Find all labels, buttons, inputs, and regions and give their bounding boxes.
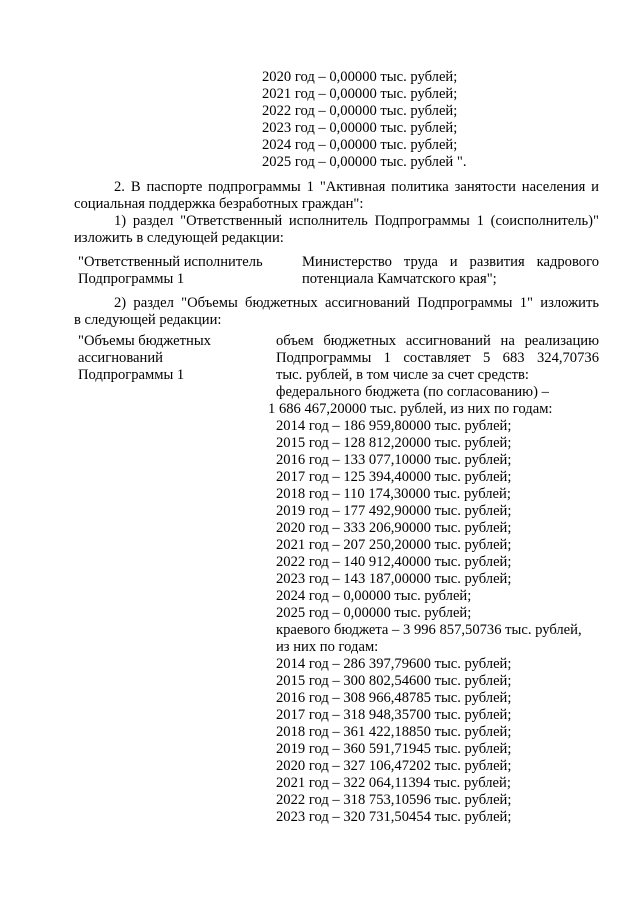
table1-left-line-1: "Ответственный исполнитель xyxy=(78,254,263,270)
subitem-2-line-1: 2) раздел "Объемы бюджетных ассигнований Подпрограммы 1" изложить xyxy=(114,295,599,311)
table2-federal-line-1: федерального бюджета (по согласованию) – xyxy=(276,384,549,400)
list-item: 2021 год – 207 250,20000 тыс. рублей; xyxy=(276,537,512,553)
list-item: 2017 год – 318 948,35700 тыс. рублей; xyxy=(276,707,512,723)
list-item: 2020 год – 333 206,90000 тыс. рублей; xyxy=(276,520,512,536)
list-item: 2020 год – 327 106,47202 тыс. рублей; xyxy=(276,758,512,774)
list-item: 2018 год – 361 422,18850 тыс. рублей; xyxy=(276,724,512,740)
list-item: 2022 год – 0,00000 тыс. рублей; xyxy=(262,103,458,119)
table2-intro-line-1: объем бюджетных ассигнований на реализацию xyxy=(276,333,599,349)
list-item: 2015 год – 128 812,20000 тыс. рублей; xyxy=(276,435,512,451)
list-item: 2022 год – 140 912,40000 тыс. рублей; xyxy=(276,554,512,570)
table1-left-line-2: Подпрограммы 1 xyxy=(78,271,185,287)
list-item: 2023 год – 320 731,50454 тыс. рублей; xyxy=(276,809,512,825)
table2-intro-line-3: тыс. рублей, в том числе за счет средств: xyxy=(276,367,529,383)
list-item: 2016 год – 133 077,10000 тыс. рублей; xyxy=(276,452,512,468)
list-item: 2023 год – 143 187,00000 тыс. рублей; xyxy=(276,571,512,587)
table2-federal-line-2: 1 686 467,20000 тыс. рублей, из них по годам: xyxy=(268,401,553,417)
list-item: 2014 год – 186 959,80000 тыс. рублей; xyxy=(276,418,512,434)
list-item: 2019 год – 360 591,71945 тыс. рублей; xyxy=(276,741,512,757)
list-item: 2021 год – 322 064,11394 тыс. рублей; xyxy=(276,775,511,791)
subitem-1-line-2: изложить в следующей редакции: xyxy=(74,230,284,246)
list-item: 2018 год – 110 174,30000 тыс. рублей; xyxy=(276,486,511,502)
table1-right-line-1: Министерство труда и развития кадрового xyxy=(302,254,599,270)
list-item: 2023 год – 0,00000 тыс. рублей; xyxy=(262,120,458,136)
table2-left-line-3: Подпрограммы 1 xyxy=(78,367,185,383)
table2-left-line-2: ассигнований xyxy=(78,350,163,366)
list-item: 2016 год – 308 966,48785 тыс. рублей; xyxy=(276,690,512,706)
table2-regional-line-1: краевого бюджета – 3 996 857,50736 тыс. рублей, xyxy=(276,622,582,638)
table2-intro-line-2: Подпрограммы 1 составляет 5 683 324,70736 xyxy=(276,350,599,366)
list-item: 2025 год – 0,00000 тыс. рублей ". xyxy=(262,154,467,170)
list-item: 2014 год – 286 397,79600 тыс. рублей; xyxy=(276,656,512,672)
subitem-2-line-2: в следующей редакции: xyxy=(74,312,222,328)
list-item: 2024 год – 0,00000 тыс. рублей; xyxy=(276,588,472,604)
table2-left-line-1: "Объемы бюджетных xyxy=(78,333,211,349)
list-item: 2024 год – 0,00000 тыс. рублей; xyxy=(262,137,458,153)
subitem-1-line-1: 1) раздел "Ответственный исполнитель Подпрограммы 1 (соисполнитель)" xyxy=(114,213,599,229)
paragraph-2-line-2: социальная поддержка безработных граждан": xyxy=(74,196,364,212)
list-item: 2020 год – 0,00000 тыс. рублей; xyxy=(262,69,458,85)
list-item: 2015 год – 300 802,54600 тыс. рублей; xyxy=(276,673,512,689)
list-item: 2022 год – 318 753,10596 тыс. рублей; xyxy=(276,792,512,808)
list-item: 2021 год – 0,00000 тыс. рублей; xyxy=(262,86,458,102)
table2-regional-line-2: из них по годам: xyxy=(276,639,379,655)
table1-right-line-2: потенциала Камчатского края"; xyxy=(302,271,497,287)
list-item: 2025 год – 0,00000 тыс. рублей; xyxy=(276,605,472,621)
list-item: 2017 год – 125 394,40000 тыс. рублей; xyxy=(276,469,512,485)
paragraph-2-line-1: 2. В паспорте подпрограммы 1 "Активная политика занятости населения и xyxy=(114,179,599,195)
list-item: 2019 год – 177 492,90000 тыс. рублей; xyxy=(276,503,512,519)
